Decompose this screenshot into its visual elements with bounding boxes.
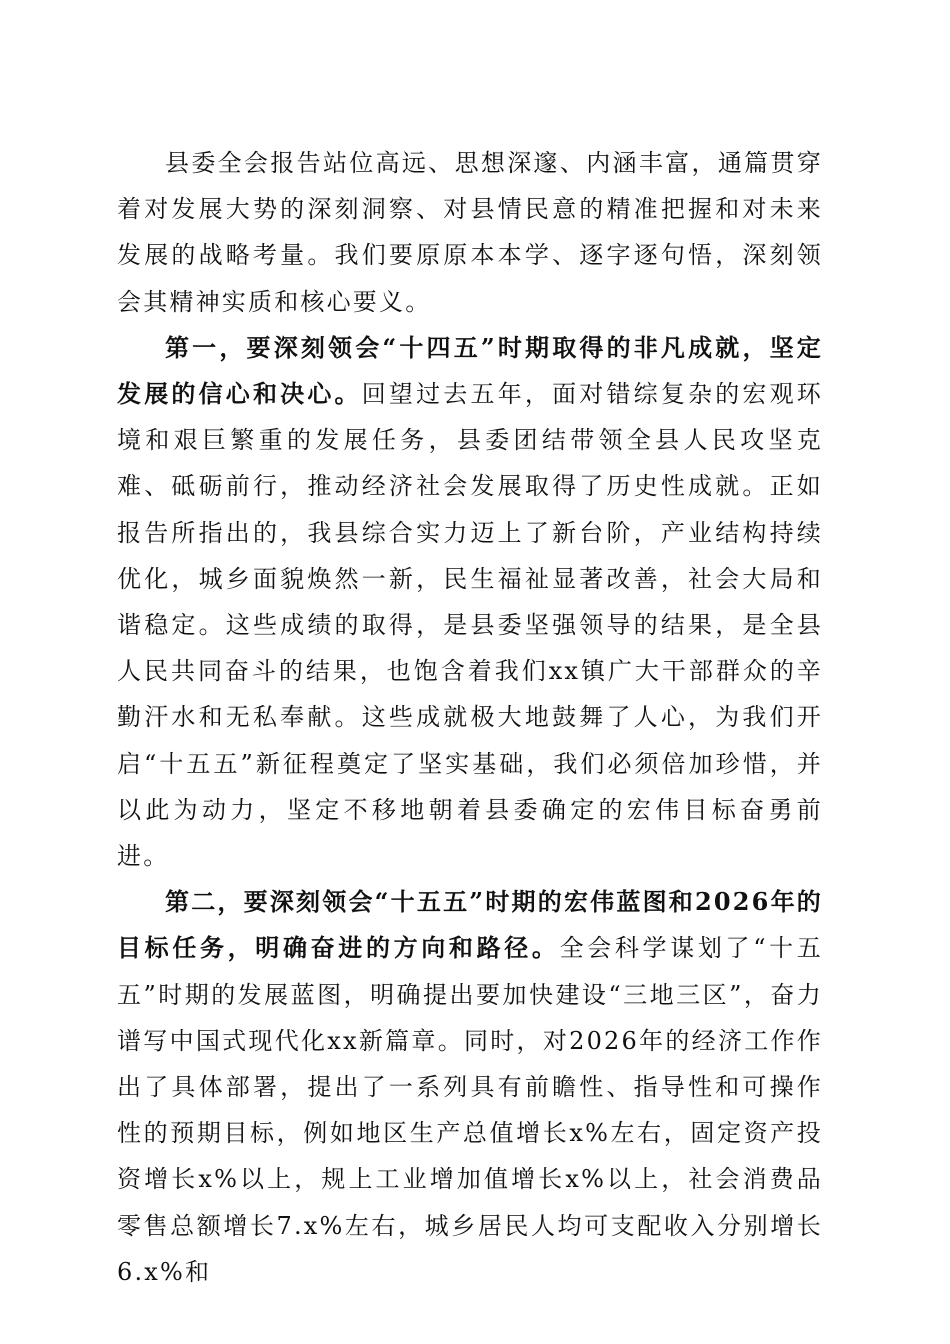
paragraph-first-point [117,325,823,879]
paragraph-intro [117,140,823,325]
paragraph-first-point-body: 回望过去五年，面对错综复杂的宏观环境和艰巨繁重的发展任务，县委团结带领全县人民攻坚克难、砥砺前行，推动经济社会发展取得了历史性成就。正如报告所指出的，我县综合实力迈上了新台阶，产业结构持续优化，城乡面貌焕然一新，民生福祉显著改善，社会大局和谐稳定。这些成绩的取得，是县委坚强领导的结果，是全县人民共同奋斗的结果，也饱含着我们xx镇广大干部群众的辛勤汗水和无私奉献。这些成就极大地鼓舞了人心，为我们开启“十五五”新征程奠定了坚实基础，我们必须倍加珍惜，并以此为动力，坚定不移地朝着县委确定的宏伟目标奋勇前进。 [117,380,823,871]
paragraph-intro-body: 县委全会报告站位高远、思想深邃、内涵丰富，通篇贯穿着对发展大势的深刻洞察、对县情民意的精准把握和对未来发展的战略考量。我们要原原本本学、逐字逐句悟，深刻领会其精神实质和核心要义。 [117,149,823,316]
paragraph-second-point-lead: 第二，要深刻领会“十五五”时期的宏伟蓝图和2026年的目标任务，明确奋进的方向和路径。 [117,887,823,963]
paragraph-second-point-body: 全会科学谋划了“十五五”时期的发展蓝图，明确提出要加快建设“三地三区”，奋力谱写中国式现代化xx新篇章。同时，对2026年的经济工作作出了具体部署，提出了一系列具有前瞻性、指导性和可操作性的预期目标，例如地区生产总值增长x%左右，固定资产投资增长x%以上，规上工业增加值增长x%以上，社会消费品零售总额增长7.x%左右，城乡居民人均可支配收入分别增长6.x%和 [117,934,823,1286]
paragraph-first-point-lead: 第一，要深刻领会“十四五”时期取得的非凡成就，坚定发展的信心和决心。 [117,332,823,409]
document-page [117,140,823,1295]
paragraph-second-point [117,879,823,1295]
